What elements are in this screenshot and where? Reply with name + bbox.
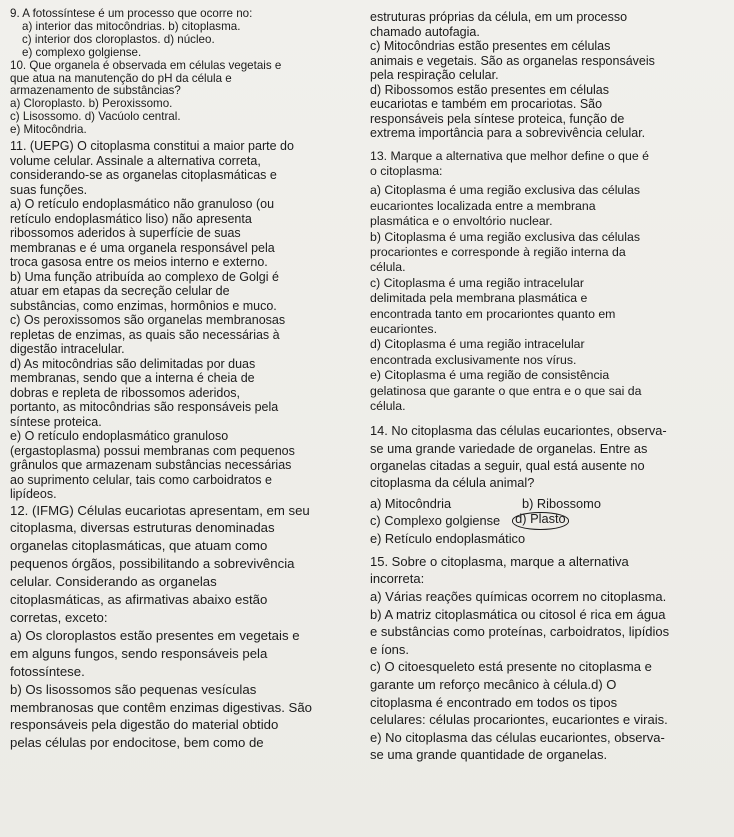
q14-stem-4: citoplasma da célula animal? [370,475,535,491]
q15-line: e íons. [370,641,410,657]
q11-line: retículo endoplasmático liso) não apresenta [10,211,252,226]
q13-line: encontrada exclusivamente nos vírus. [370,352,577,367]
q13-option-c-marked: c) Citoplasma é uma região intracelular [370,275,584,290]
q13-line: gelatinosa que garante o que entra e o que sai da [370,383,642,398]
q12-cont-line: responsáveis pela síntese proteica, função de [370,111,625,126]
q13-line: plasmática e o envoltório nuclear. [370,214,553,229]
q14-option-a: a) Mitocôndria [370,496,452,512]
q15-option-c-marked: c) O citoesqueleto está presente no citoplasma e [370,659,652,675]
q13-stem-2: o citoplasma: [370,163,443,178]
q12-option-b: b) Os lisossomos são pequenas vesículas [10,681,257,697]
q14-option-c: c) Complexo golgiense [370,513,501,529]
question-13 [370,149,730,415]
q13-line: encontrada tanto em procariontes quanto em [370,306,616,321]
question-12-continued [370,10,730,141]
q14-stem-2: se uma grande variedade de organelas. Entre as [370,440,648,456]
q14-options-cd [370,512,730,529]
q12-line: membranosas que contêm enzimas digestivas. São [10,699,312,715]
q11-line: substâncias, como enzimas, hormônios e muco. [10,298,277,313]
q10-stem-2: que atua na manutenção do pH da célula e [10,71,232,85]
q11-line: dobras e repleta de ribossomos aderidos, [10,385,240,400]
q10-options-cd: c) Lisossomo. d) Vacúolo central. [10,110,181,124]
q11-line: troca gasosa entre os meios interno e externo. [10,255,268,270]
q12-line: responsáveis pela digestão do material obtido [10,717,279,733]
q14-option-d-marked: d) Plasto [512,512,569,529]
q12-cont-line: animais e vegetais. São as organelas responsáveis [370,53,655,68]
q15-line: celulares: células procariontes, eucariontes e virais. [370,712,668,728]
q15-stem: 15. Sobre o citoplasma, marque a alternativa [370,553,629,569]
q14-option-b: b) Ribossomo [522,496,601,512]
q11-line: 11. (UEPG) O citoplasma constitui a maior parte do [10,139,294,154]
q12-cont-line: pela respiração celular. [370,68,499,82]
question-11 [10,139,360,502]
q11-option-a: a) O retículo endoplasmático não granuloso (ou [10,197,275,212]
q12-cont-line: estruturas próprias da célula, em um processo [370,10,628,24]
q12-line: citoplasmáticas, as afirmativas abaixo estão [10,592,268,608]
q12-option-d: d) Ribossomos estão presentes em células [370,82,610,97]
q9-option-e: e) complexo golgiense. [22,45,142,59]
q15-line: citoplasma é encontrado em todos os tipos [370,694,618,710]
q11-option-b: b) Uma função atribuída ao complexo de Golgi é [10,269,279,284]
q10-stem: 10. Que organela é observada em células vegetais e [10,58,282,72]
q11-line: (ergastoplasma) possui membranas com pequenos [10,443,295,458]
q11-option-e: e) O retículo endoplasmático granuloso [10,429,229,444]
q11-line: repletas de enzimas, as quais são necessárias à [10,327,280,342]
q12-line: celular. Considerando as organelas [10,574,217,590]
q13-line: célula. [370,399,406,413]
q13-line: procariontes e corresponde à região interna da [370,244,626,259]
q15-line: e substâncias como proteínas, carboidratos, lipídios [370,624,670,640]
q15-option-e: e) No citoplasma das células eucariontes, observa- [370,729,665,745]
question-10 [10,60,360,137]
q15-stem-2: incorreta: [370,571,425,587]
q13-option-e: e) Citoplasma é uma região de consistência [370,368,610,383]
q13-option-d: d) Citoplasma é uma região intracelular [370,337,585,352]
q13-line: eucariontes. [370,321,437,336]
q9-stem: 9. A fotossíntese é um processo que ocorre no: [10,7,253,20]
q12-line: em alguns fungos, sendo responsáveis pela [10,645,268,661]
q11-line: volume celular. Assinale a alternativa correta, [10,153,261,168]
q10-option-e: e) Mitocôndria. [10,123,87,137]
q12-cont-line: chamado autofagia. [370,24,480,39]
q11-line: portanto, as mitocôndrias são responsáveis pela [10,400,279,415]
q14-stem: 14. No citoplasma das células eucariontes, observa- [370,423,667,439]
q15-line: garante um reforço mecânico à célula.d) O [370,676,617,692]
q13-line: célula. [370,260,406,275]
q15-line: se uma grande quantidade de organelas. [370,747,608,763]
q15-option-a: a) Várias reações químicas ocorrem no citoplasma. [370,589,667,605]
q9-options-cd: c) interior dos cloroplastos. d) núcleo. [22,32,215,46]
q10-stem-3: armazenamento de substâncias? [10,84,181,98]
q15-option-b: b) A matriz citoplasmática ou citosol é rica em água [370,606,666,622]
question-12 [10,502,360,753]
q12-line: corretas, exceto: [10,610,108,625]
q11-line: considerando-se as organelas citoplasmáticas e [10,168,277,183]
q11-line: membranas e é uma organela responsável pela [10,240,275,255]
right-column [370,8,730,764]
q12-line: pequenos órgãos, possibilitando a sobrevivência [10,556,295,572]
q12-option-c: c) Mitocôndrias estão presentes em células [370,39,611,53]
q12-cont-line: extrema importância para a sobrevivência celular. [370,126,646,140]
question-14 [370,422,730,546]
q11-line: digestão intracelular. [10,342,125,357]
q13-option-a: a) Citoplasma é uma região exclusiva das células [370,183,640,198]
q11-line: atuar em etapas da secreção celular de [10,284,230,299]
left-column [10,8,360,752]
q14-stem-3: organelas citadas a seguir, qual está ausente no [370,457,645,473]
q14-options-ab [370,495,730,512]
q11-line: suas funções. [10,182,88,197]
q12-line: 12. (IFMG) Células eucariotas apresentam, em seu [10,502,310,518]
q13-option-b: b) Citoplasma é uma região exclusiva das células [370,229,640,244]
q11-line: grânulos que armazenam substâncias necessárias [10,458,292,473]
q11-line: lipídeos. [10,487,57,502]
q12-cont-line: eucariotas e também em procariotas. São [370,97,603,111]
q11-line: síntese proteica. [10,414,102,429]
q12-line: pelas células por endocitose, bem como de [10,735,264,751]
q9-options-ab: a) interior das mitocôndrias. b) citoplasma. [22,19,241,33]
q11-option-d-marked: d) As mitocôndrias são delimitadas por duas [10,356,256,371]
q10-options-ab: a) Cloroplasto. b) Peroxissomo. [10,97,173,111]
q13-line: eucariontes localizada entre a membrana [370,198,596,213]
q11-line: ribossomos aderidos à superfície de suas [10,226,241,241]
q12-line: fotossíntese. [10,663,85,679]
q12-line: citoplasma, diversas estruturas denominadas [10,520,275,536]
q11-line: membranas, sendo que a interna é cheia de [10,371,255,386]
q12-line: organelas citoplasmáticas, que atuam como [10,538,268,554]
q12-option-a-marked: a) Os cloroplastos estão presentes em vegetais e [10,627,300,643]
q11-option-c: c) Os peroxissomos são organelas membranosas [10,313,286,328]
q11-line: ao suprimento celular, tais como carboidratos e [10,472,272,487]
q13-line: delimitada pela membrana plasmática e [370,291,588,306]
question-9 [10,8,360,60]
q14-option-e: e) Retículo endoplasmático [370,530,526,546]
question-15 [370,553,730,764]
q13-stem: 13. Marque a alternativa que melhor define o que é [370,148,649,163]
